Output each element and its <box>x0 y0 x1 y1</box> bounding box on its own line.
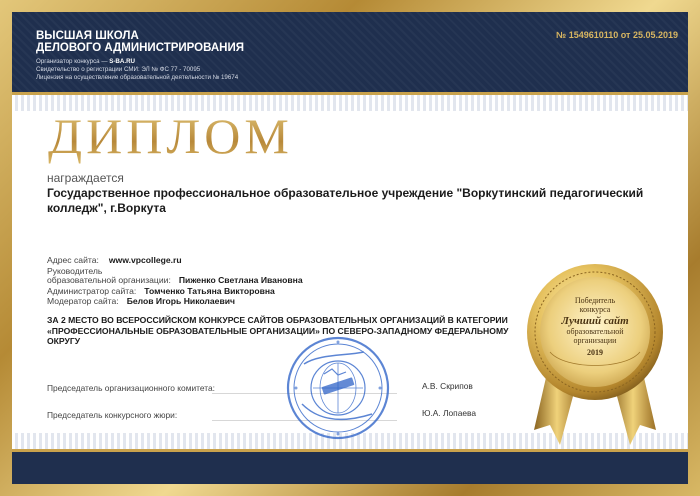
site-label: Адрес сайта: <box>47 255 99 265</box>
committee-chair-label: Председатель организационного комитета: <box>47 383 215 393</box>
head-label: Руководитель образовательной организации: <box>47 265 171 285</box>
awarded-label: награждается <box>47 171 124 185</box>
admin-label: Администратор сайта: <box>47 285 137 296</box>
diploma-number: № 1549610110 от 25.05.2019 <box>556 30 678 40</box>
moderator-label: Модератор сайта: <box>47 296 119 306</box>
diploma-title: ДИПЛОМ <box>48 108 293 164</box>
organization-info: Организатор конкурса — S-BA.RU Свидетельство о регистрации СМИ: ЭЛ № ФС 77 - 70095 Лицензия на осуществление образовательной деятельности № 19674 <box>36 58 239 81</box>
committee-chair-name: А.В. Скрипов <box>422 381 473 391</box>
recipient-name: Государственное профессиональное образовательное учреждение "Воркутинский педагогический колледж", г.Воркута <box>47 186 644 215</box>
footer-band <box>12 452 688 484</box>
organization-title: ВЫСШАЯ ШКОЛА ДЕЛОВОГО АДМИНИСТРИРОВАНИЯ <box>36 30 245 54</box>
organizer-site: S-BA.RU <box>109 58 136 65</box>
place-statement: ЗА 2 МЕСТО ВО ВСЕРОССИЙСКОМ КОНКУРСЕ САЙТОВ ОБРАЗОВАТЕЛЬНЫХ ОРГАНИЗАЦИЙ В КАТЕГОРИИ «ПРОФЕССИОНАЛЬНЫЕ ОБРАЗОВАТЕЛЬНЫЕ ОРГАНИЗАЦИИ» ПО СЕВЕРО-ЗАПАДНОМУ ФЕДЕРАЛЬНОМУ ОКРУГУ <box>47 315 509 346</box>
site-value: www.vpcollege.ru <box>108 255 182 265</box>
moderator-value: Белов Игорь Николаевич <box>126 296 236 306</box>
diploma-sheet <box>12 12 688 484</box>
jury-chair-label: Председатель конкурсного жюри: <box>47 410 178 420</box>
medal-text: Победитель конкурса Лучший сайт образовательной организации 2019 <box>561 296 629 357</box>
jury-chair-name: Ю.А. Лопаева <box>422 408 477 418</box>
head-value: Пиженко Светлана Ивановна <box>178 275 303 285</box>
details-block <box>47 256 303 308</box>
admin-value: Томченко Татьяна Викторовна <box>144 285 275 296</box>
organization-stamp-icon <box>284 334 392 442</box>
